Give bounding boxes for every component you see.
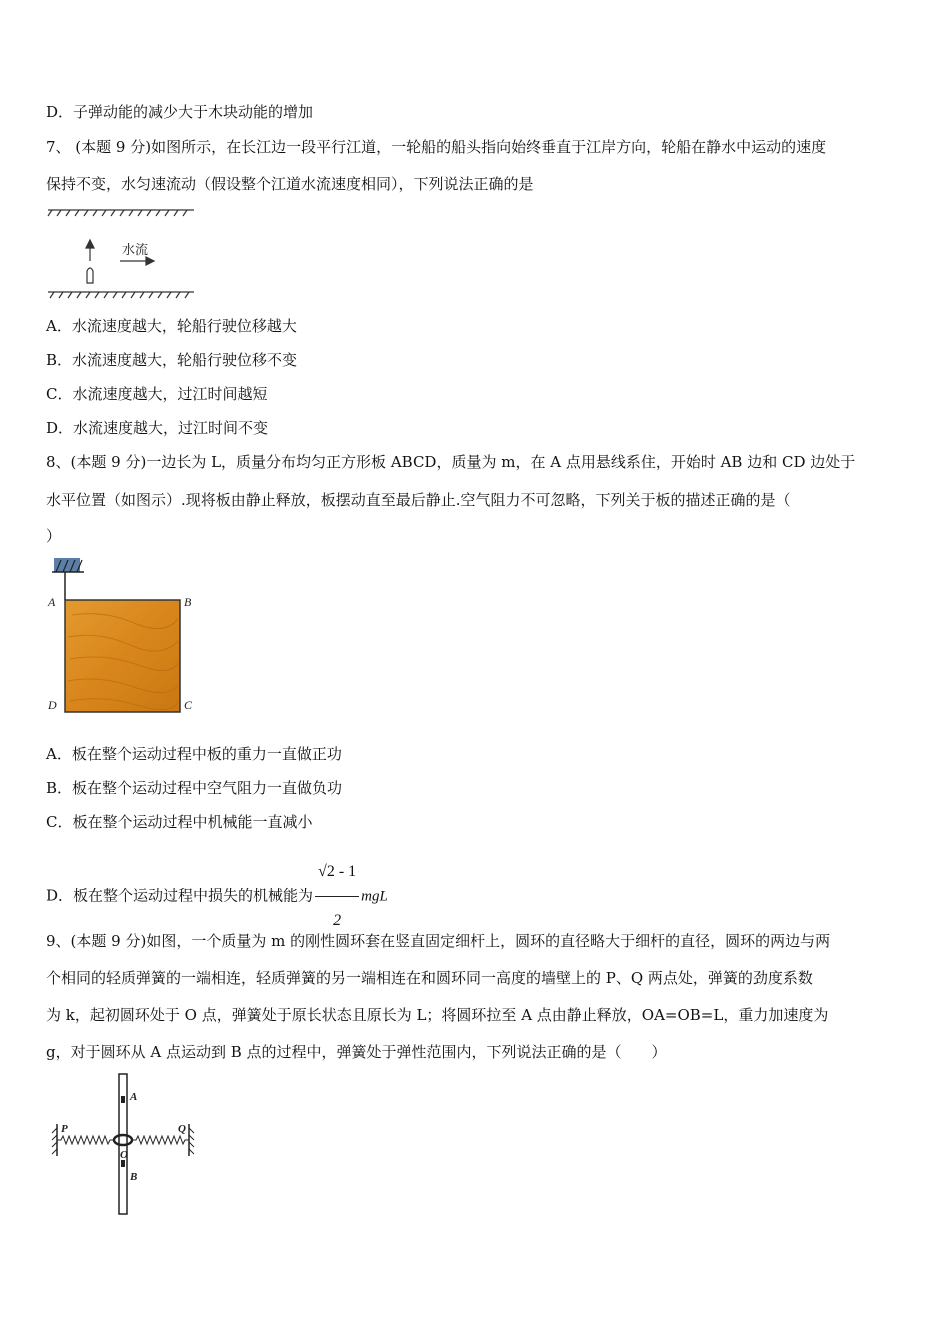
- label-b: B: [184, 595, 192, 609]
- q8-plate-figure: [44, 555, 200, 720]
- prev-option-d: D．子弹动能的减少大于木块动能的增加: [46, 103, 314, 121]
- q8-option-b: B．板在整个运动过程中空气阻力一直做负功: [46, 779, 343, 797]
- q7-option-d: D．水流速度越大，过江时间不变: [46, 419, 269, 437]
- label-q: Q: [178, 1123, 186, 1135]
- q7-river-figure: [46, 203, 198, 299]
- q9-stem-line3: 为 k，起初圆环处于 O 点，弹簧处于原长状态且原长为 L；将圆环拉至 A 点由静止释放，OA=OB=L，重力加速度为: [46, 1006, 829, 1024]
- q7-option-c: C．水流速度越大，过江时间越短: [46, 385, 268, 403]
- q7-stem-line2: 保持不变，水匀速流动（假设整个江道水流速度相同），下列说法正确的是: [46, 175, 534, 193]
- right-spring: [132, 1136, 189, 1144]
- square-plate: [65, 600, 180, 712]
- q9-stem-line4: g，对于圆环从 A 点运动到 B 点的过程中，弹簧处于弹性范围内，下列说法正确的是（ ）: [46, 1043, 667, 1061]
- label-p: P: [61, 1123, 68, 1135]
- fraction-denominator: 2: [333, 912, 342, 929]
- label-d: D: [48, 698, 57, 712]
- label-o: O: [120, 1149, 128, 1161]
- q8-option-d-prefix: D．板在整个运动过程中损失的机械能为: [46, 886, 314, 905]
- water-flow-label: 水流: [122, 243, 149, 258]
- q8-stem-line1: 8、(本题 9 分)一边长为 L，质量分布均匀正方形板 ABCD，质量为 m，在 A 点用悬线系住，开始时 AB 边和 CD 边处于: [46, 453, 856, 471]
- q9-stem-line2: 个相同的轻质弹簧的一端相连，轻质弹簧的另一端相连在和圆环同一高度的墙壁上的 P、Q 两点处，弹簧的劲度系数: [46, 969, 813, 987]
- q8-option-a: A．板在整个运动过程中板的重力一直做正功: [46, 745, 342, 763]
- q8-option-d-suffix: mgL: [361, 888, 388, 905]
- q9-stem-line1: 9、(本题 9 分)如图，一个质量为 m 的刚性圆环套在竖直固定细杆上，圆环的直径略大于细杆的直径，圆环的两边与两: [46, 932, 831, 950]
- label-a: A: [48, 595, 56, 609]
- fraction-numerator: √2 - 1: [315, 848, 359, 897]
- q7-option-b: B．水流速度越大，轮船行驶位移不变: [46, 351, 298, 369]
- left-spring: [57, 1136, 114, 1144]
- q9-ring-spring-figure: [50, 1072, 196, 1217]
- point-b-mark: [121, 1160, 125, 1167]
- label-b: B: [130, 1171, 138, 1183]
- label-c: C: [184, 698, 193, 712]
- label-a: A: [130, 1091, 138, 1103]
- point-a-mark: [121, 1096, 125, 1103]
- q7-option-a: A．水流速度越大，轮船行驶位移越大: [46, 317, 297, 335]
- q8-stem-line2: 水平位置（如图示）.现将板由静止释放，板摆动直至最后静止.空气阻力不可忽略，下列关于板的描述正确的是（: [46, 491, 791, 509]
- ceiling-mount: [54, 558, 80, 572]
- q7-stem-line1: 7、 (本题 9 分)如图所示，在长江边一段平行江道，一轮船的船头指向始终垂直于江岸方向，轮船在静水中运动的速度: [46, 138, 827, 156]
- q8-option-c: C．板在整个运动过程中机械能一直减小: [46, 813, 313, 831]
- bank-hatch-bottom: [50, 292, 189, 298]
- boat-icon: [87, 268, 93, 283]
- bank-hatch-top: [48, 210, 187, 216]
- q8-stem-line3: ）: [46, 527, 62, 545]
